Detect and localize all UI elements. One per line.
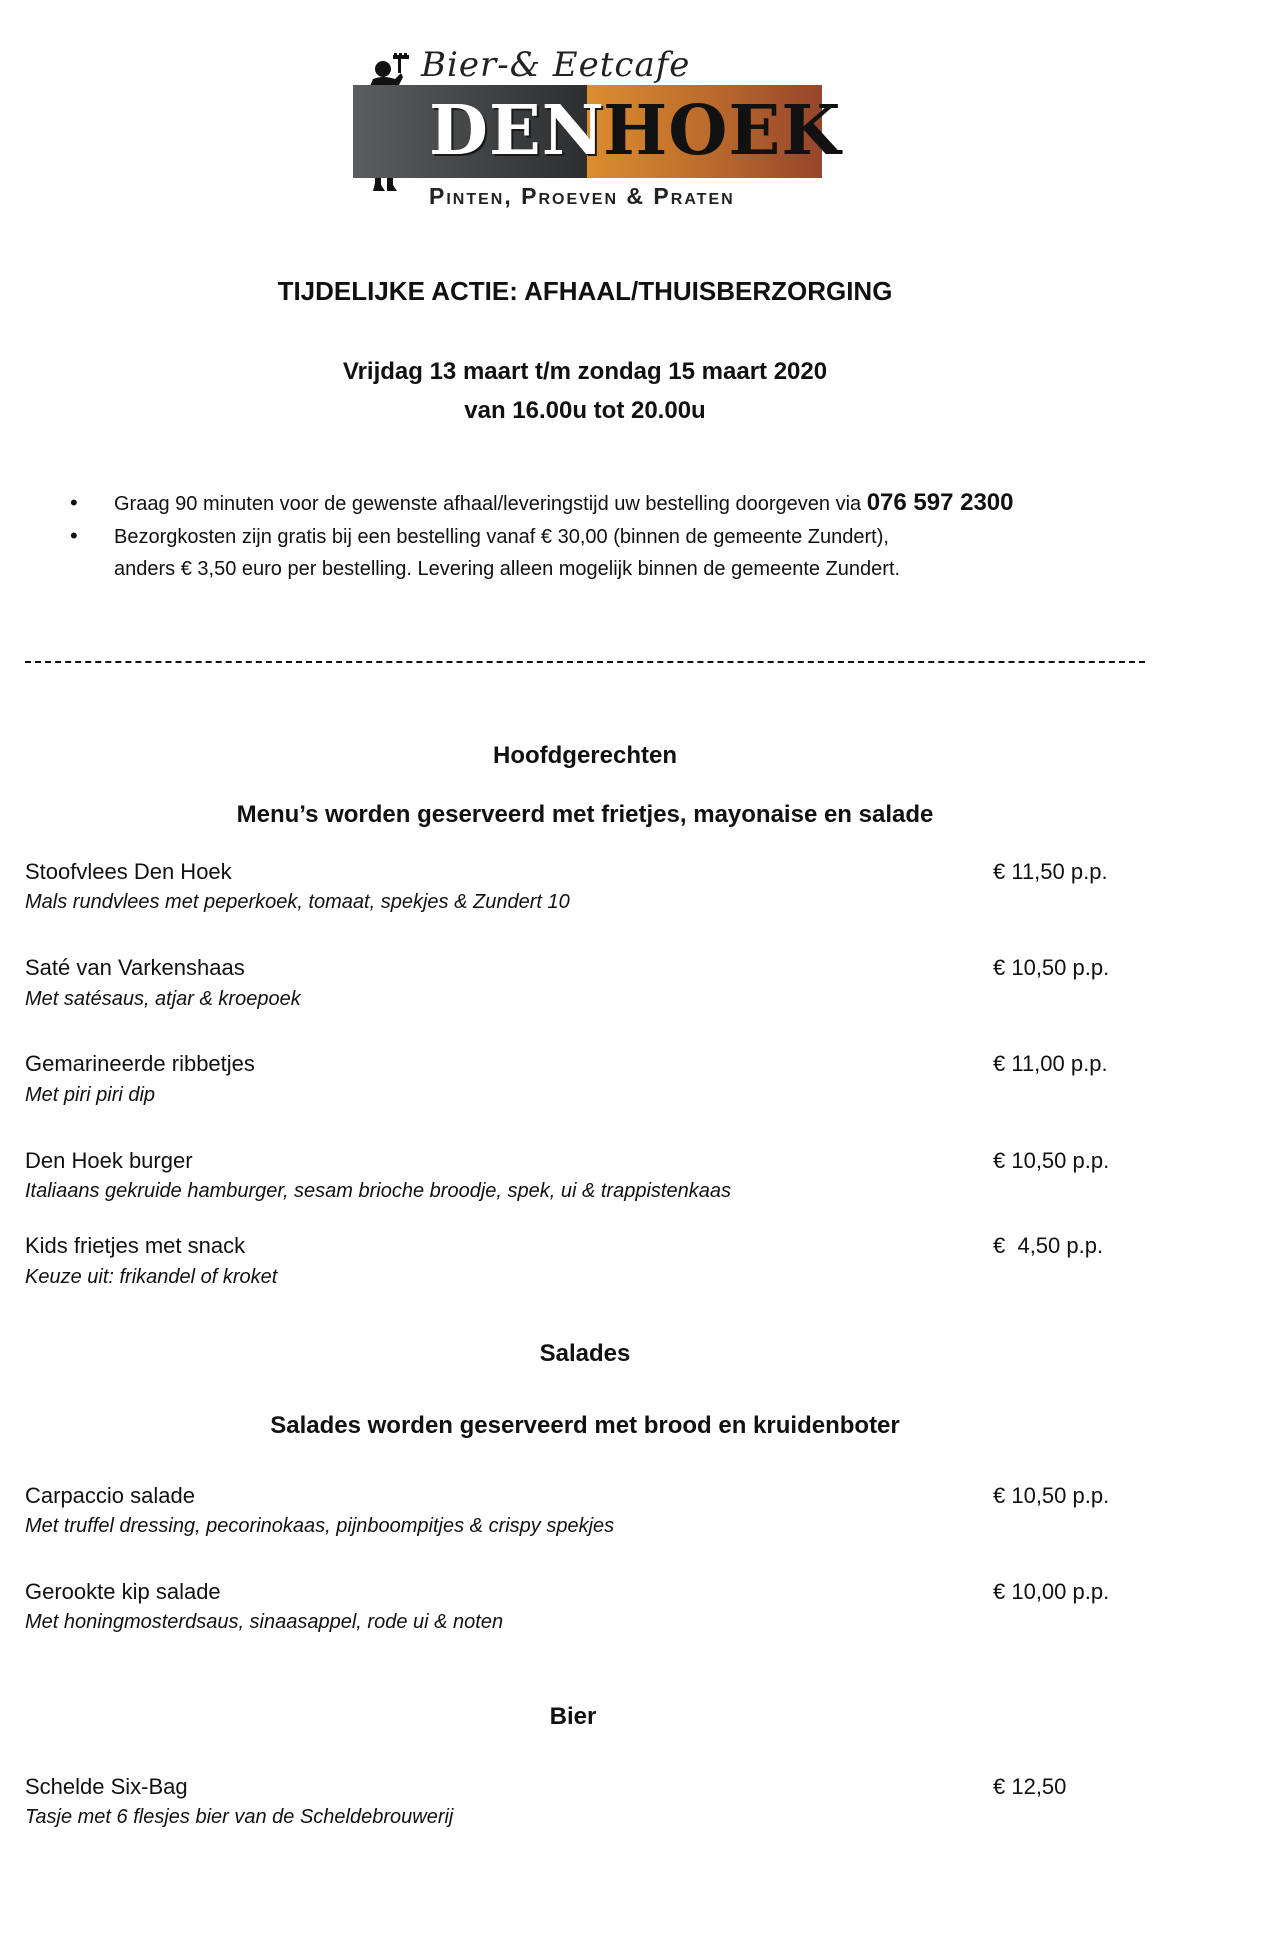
dashed-separator [25, 654, 1145, 668]
menu-item-name: Stoofvlees Den Hoek [25, 859, 232, 884]
menu-item-description: Tasje met 6 flesjes bier van de Scheldebrouwerij [25, 1806, 454, 1828]
menu-item-name: Saté van Varkenshaas [25, 955, 245, 980]
menu-item-description: Keuze uit: frikandel of kroket [25, 1266, 278, 1288]
logo-bar-gray [353, 85, 605, 178]
menu-item-price: € 12,50 [993, 1774, 1067, 1799]
menu-item-description: Mals rundvlees met peperkoek, tomaat, spekjes & Zundert 10 [25, 891, 570, 913]
menu-item-price: € 10,50 p.p. [993, 955, 1110, 980]
menu-item-name: Den Hoek burger [25, 1148, 193, 1173]
phone-number[interactable]: 076 597 2300 [866, 489, 1014, 516]
menu-item-description: Italiaans gekruide hamburger, sesam brioche broodje, spek, ui & trappistenkaas [25, 1180, 731, 1202]
menu-item-price: € 10,00 p.p. [993, 1579, 1110, 1604]
menu-item-price: € 4,50 p.p. [993, 1233, 1104, 1258]
menu-item-name: Carpaccio salade [25, 1483, 195, 1508]
logo-tagline: Pinten, Proeven & Praten [429, 183, 735, 209]
menu-item-name: Gerookte kip salade [25, 1579, 221, 1604]
delivery-costs-text: Bezorgkosten zijn gratis bij een bestelling vanaf € 30,00 (binnen de gemeente Zundert), [114, 526, 889, 548]
bullet-icon: • [70, 490, 78, 515]
menu-item-name: Gemarineerde ribbetjes [25, 1051, 255, 1076]
info-list [70, 487, 1014, 585]
time-range: van 16.00u tot 20.00u [464, 397, 706, 424]
section-subheading-hoofdgerechten: Menu’s worden geserveerd met frietjes, mayonaise en salade [236, 801, 934, 828]
menu-item-description: Met satésaus, atjar & kroepoek [25, 988, 301, 1010]
logo-name-den: DEN [429, 91, 605, 171]
logo-name-hoek: HOEK [603, 91, 842, 171]
date-range: Vrijdag 13 maart t/m zondag 15 maart 2020 [342, 358, 828, 385]
menu-item-name: Kids frietjes met snack [25, 1233, 246, 1258]
page-title: TIJDELIJKE ACTIE: AFHAAL/THUISBERZORGING [277, 276, 893, 306]
menu-item-description: Met honingmosterdsaus, sinaasappel, rode ui & noten [25, 1611, 504, 1633]
section-heading-bier: Bier [549, 1703, 597, 1730]
menu-item-price: € 10,50 p.p. [993, 1483, 1110, 1508]
menu-item-name: Schelde Six-Bag [25, 1774, 188, 1799]
menu-item-description: Met truffel dressing, pecorinokaas, pijnboompitjes & crispy spekjes [25, 1515, 615, 1537]
section-heading-hoofdgerechten: Hoofdgerechten [492, 742, 677, 769]
menu-item-price: € 11,00 p.p. [993, 1051, 1108, 1076]
info-text [114, 487, 1014, 520]
logo-script-text: Bier-& Eetcafe [421, 45, 691, 85]
section-heading-salades: Salades [539, 1340, 631, 1367]
info-item-order-time [70, 487, 1014, 520]
bullet-icon: • [70, 523, 78, 548]
delivery-costs-continuation: anders € 3,50 euro per bestelling. Levering alleen mogelijk binnen de gemeente Zundert. [114, 558, 901, 580]
section-subheading-salades: Salades worden geserveerd met brood en kruidenboter [270, 1412, 900, 1439]
cafe-logo [353, 45, 842, 210]
menu-item-price: € 10,50 p.p. [993, 1148, 1110, 1173]
order-time-text: Graag 90 minuten voor de gewenste afhaal/leveringstijd uw bestelling doorgeven via [114, 493, 867, 515]
info-item-delivery-costs [70, 520, 1014, 553]
menu-item-description: Met piri piri dip [25, 1084, 156, 1106]
menu-item-price: € 11,50 p.p. [993, 859, 1108, 884]
